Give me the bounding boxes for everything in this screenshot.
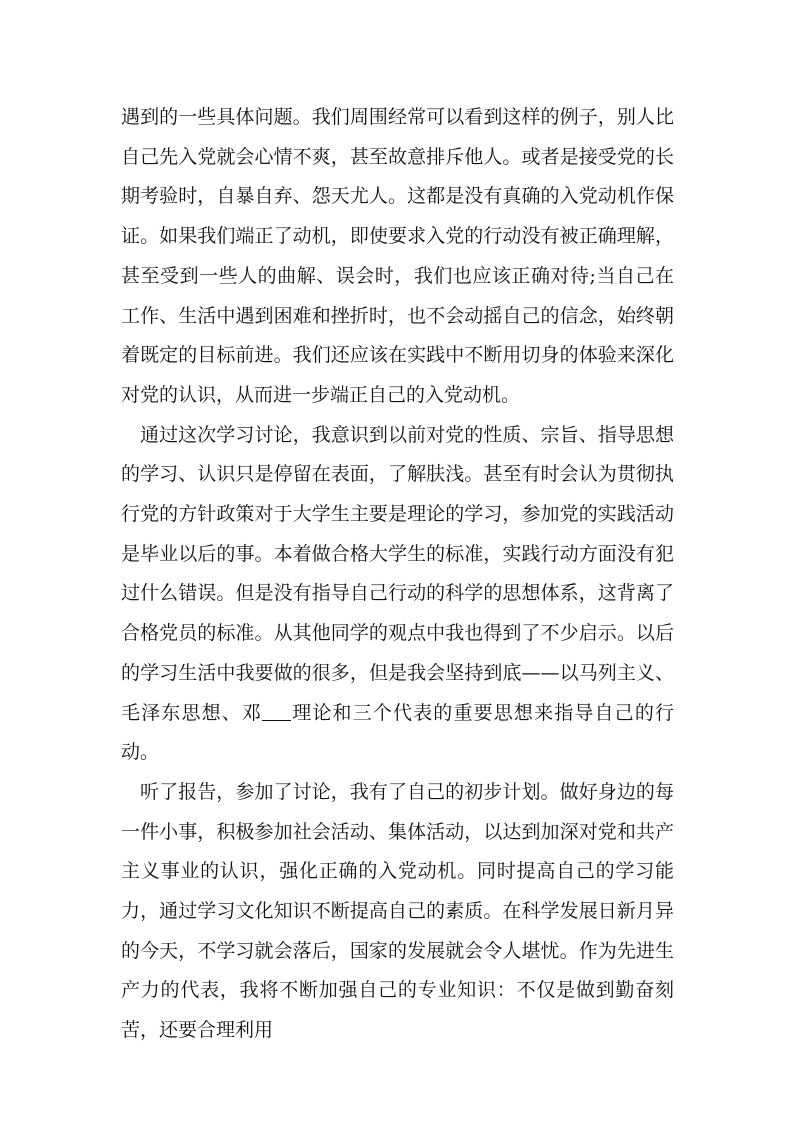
paragraph-entry-motive: 遇到的一些具体问题。我们周围经常可以看到这样的例子，别人比自己先入党就会心情不爽，甚至故意排斥他人。或者是接受党的长期考验时，自暴自弃、怨天尤人。这都是没有真确的入党动机作保证。如果我们端正了动机，即使要求入党的行动没有被正确理解，甚至受到一些人的曲解、误会时，我们也应该正确对待;当自己在工作、生活中遇到困难和挫折时，也不会动摇自己的信念，始终朝着既定的目标前进。我们还应该在实践中不断用切身的体验来深化对党的认识，从而进一步端正自己的入党动机。 [121, 106, 674, 406]
paragraph-study-reflection [121, 416, 674, 773]
paragraph-text-before-blank: 通过这次学习讨论，我意识到以前对党的性质、宗旨、指导思想的学习、认识只是停留在表面，了解肤浅。甚至有时会认为贯彻执行党的方针政策对于大学生主要是理论的学习，参加党的实践活动是毕业以后的事。本着做合格大学生的标准，实践行动方面没有犯过什么错误。但是没有指导自己行动的科学的思想体系，这背离了合格党员的标准。从其他同学的观点中我也得到了不少启示。以后的学习生活中我要做的很多，但是我会坚持到底——以马列主义、毛泽东思想、邓 [121, 423, 674, 724]
paragraph-text-after-blank: 理论和三个代表的重要思想来指导自己的行动。 [121, 701, 674, 764]
document-body [121, 98, 674, 1051]
blank-underline [262, 700, 291, 721]
paragraph-initial-plan: 听了报告，参加了讨论，我有了自己的初步计划。做好身边的每一件小事，积极参加社会活动、集体活动，以达到加深对党和共产主义事业的认识，强化正确的入党动机。同时提高自己的学习能力，通过学习文化知识不断提高自己的素质。在科学发展日新月异的今天，不学习就会落后，国家的发展就会令人堪忧。作为先进生产力的代表，我将不断加强自己的专业知识：不仅是做到勤奋刻苦，还要合理利用 [121, 780, 674, 1042]
